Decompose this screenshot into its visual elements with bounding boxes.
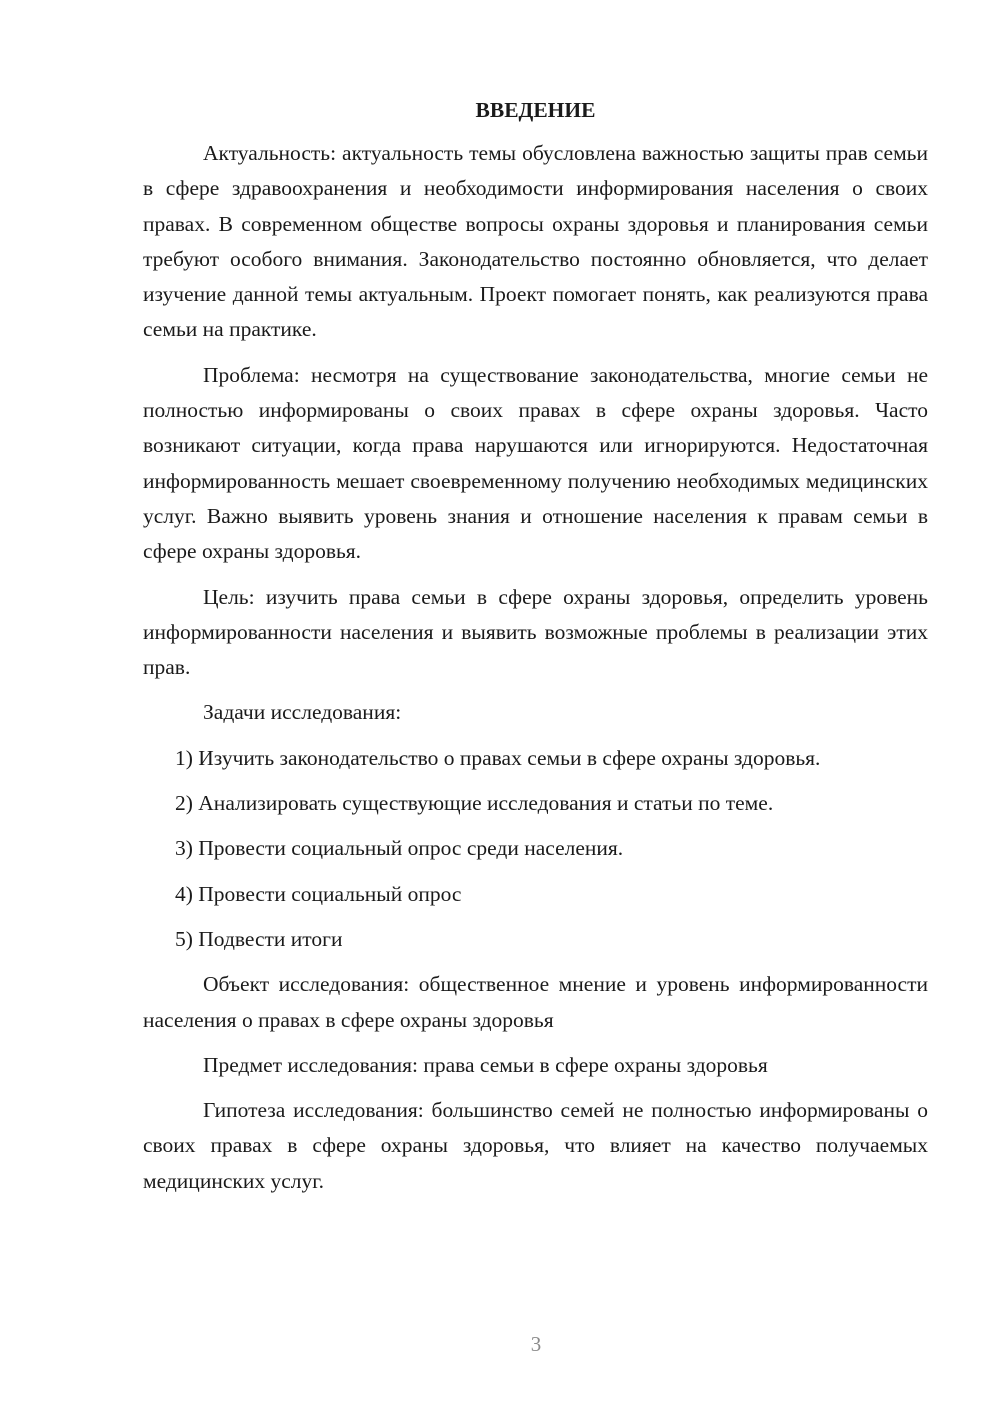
page-number: 3 <box>530 1332 542 1356</box>
paragraph-subject: Предмет исследования: права семьи в сфере охраны здоровья <box>203 1052 768 1077</box>
list-item: 2) Анализировать существующие исследования и статьи по теме. <box>175 791 774 816</box>
tasks-title: Задачи исследования: <box>203 700 402 725</box>
paragraph-object: Объект исследования: общественное мнение и уровень информированности населения о правах в сфере охраны здоровья <box>143 972 928 1032</box>
list-item: 1) Изучить законодательство о правах семьи в сфере охраны здоровья. <box>175 745 821 770</box>
document-page <box>143 90 928 1209</box>
list-item: 4) Провести социальный опрос <box>175 881 462 906</box>
paragraph-problem: Проблема: несмотря на существование законодательства, многие семьи не полностью информированы о своих правах в сфере охраны здоровья. Часто возникают ситуации, когда права нарушаются или игнорируются. Недостаточная информированность мешает своевременному получению необходимых медицинских услуг. Важно выявить уровень знания и отношение населения к правам семьи в сфере охраны здоровья. <box>143 362 928 564</box>
page-title: ВВЕДЕНИЕ <box>475 98 596 122</box>
list-item: 3) Провести социальный опрос среди населения. <box>175 836 624 861</box>
paragraph-relevance: Актуальность: актуальность темы обусловлена важностью защиты прав семьи в сфере здравоохранения и необходимости информирования населения о своих правах. В современном обществе вопросы охраны здоровья и планирования семьи требуют особого внимания. Законодательство постоянно обновляется, что делает изучение данной темы актуальным. Проект помогает понять, как реализуются права семьи на практике. <box>143 141 928 342</box>
list-item: 5) Подвести итоги <box>175 926 343 951</box>
task-list <box>143 741 928 957</box>
paragraph-hypothesis: Гипотеза исследования: большинство семей не полностью информированы о своих правах в сфере охраны здоровья, что влияет на качество получаемых медицинских услуг. <box>143 1098 928 1193</box>
paragraph-goal: Цель: изучить права семьи в сфере охраны здоровья, определить уровень информированности населения и выявить возможные проблемы в реализации этих прав. <box>143 584 928 680</box>
